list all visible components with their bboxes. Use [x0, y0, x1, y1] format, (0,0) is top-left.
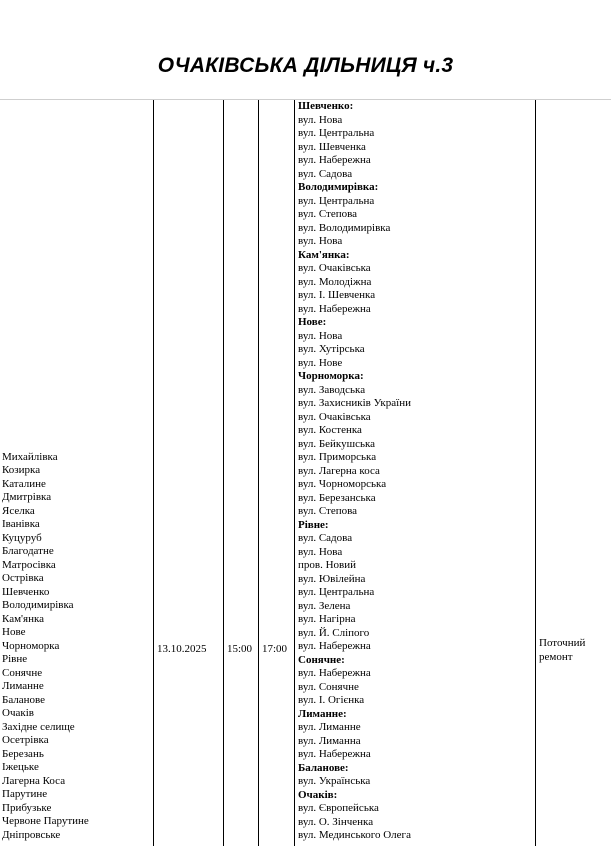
settlement-item: Іванівка — [2, 518, 40, 530]
column-divider — [153, 100, 154, 846]
settlement-item: Матросівка — [2, 558, 56, 571]
settlement-item: Рівне — [2, 653, 28, 665]
date-cell: 13.10.2025 — [157, 643, 207, 655]
street-item: вул. Лагерна коса — [298, 464, 380, 477]
street-item: вул. Нова — [298, 545, 343, 558]
street-item: вул. Європейська — [298, 802, 379, 814]
work-type-cell: Поточний ремонт — [539, 637, 586, 663]
settlement-item: Очаків — [2, 707, 34, 719]
settlement-item: Чорноморка — [2, 639, 60, 652]
street-item: вул. Хутірська — [298, 343, 365, 355]
street-item: вул. Нова — [298, 329, 343, 342]
settlement-item: Каталине — [2, 477, 46, 490]
street-item: вул. Ювілейна — [298, 572, 366, 585]
settlement-item: Михайлівка — [2, 450, 58, 463]
street-item: вул. Зелена — [298, 599, 351, 612]
street-item: вул. Мединського Олега — [298, 829, 411, 841]
time-from-cell: 15:00 — [227, 643, 253, 655]
street-item: вул. Центральна — [298, 586, 375, 598]
street-item: вул. Набережна — [298, 667, 371, 679]
settlement-item: Дніпровське — [2, 828, 61, 841]
street-item: вул. Набережна — [298, 640, 371, 652]
settlement-header: Шевченко: — [298, 100, 354, 112]
settlement-item: Козирка — [2, 464, 41, 476]
settlement-item: Баланове — [2, 693, 46, 706]
street-item: вул. Лиманне — [298, 721, 361, 733]
street-item: вул. Шевченка — [298, 140, 366, 153]
street-item: вул. Степова — [298, 208, 358, 220]
street-item: вул. Центральна — [298, 127, 375, 139]
settlement-item: Березань — [2, 747, 44, 760]
settlement-item: Дмитрівка — [2, 491, 52, 503]
street-item: вул. Володимирівка — [298, 221, 391, 234]
street-item: вул. Центральна — [298, 194, 375, 207]
street-item: вул. Нова — [298, 113, 343, 126]
street-item: вул. Нове — [298, 356, 343, 369]
settlement-header: Рівне: — [298, 518, 329, 531]
street-item: вул. Березанська — [298, 491, 376, 504]
street-item: вул. Набережна — [298, 302, 371, 315]
street-item: вул. О. Зінченка — [298, 815, 374, 828]
settlement-item: Сонячне — [2, 666, 43, 679]
settlement-item: Західне селище — [2, 720, 75, 733]
settlement-item: Благодатне — [2, 545, 54, 557]
street-item: вул. Чорноморська — [298, 478, 387, 490]
street-item: вул. Степова — [298, 505, 358, 517]
settlement-item: Куцуруб — [2, 531, 42, 544]
settlement-item: Нове — [2, 626, 26, 638]
street-item: вул. Лиманна — [298, 734, 361, 747]
street-item: вул. Захисників України — [298, 397, 411, 409]
street-item: вул. Молодіжна — [298, 275, 372, 288]
settlement-header: Нове: — [298, 316, 327, 328]
settlement-header: Очаків: — [298, 788, 338, 801]
settlement-item: Шевченко — [2, 585, 50, 598]
settlement-item: Кам'янка — [2, 612, 45, 625]
outage-table — [0, 99, 611, 846]
street-item: вул. І. Шевченка — [298, 289, 376, 301]
settlement-header: Лиманне: — [298, 707, 347, 720]
settlements-cell — [2, 451, 89, 843]
street-item: пров. Новий — [298, 559, 356, 571]
street-item: вул. Садова — [298, 167, 353, 180]
settlement-item: Лиманне — [2, 680, 44, 692]
settlement-header: Сонячне: — [298, 653, 345, 666]
street-item: вул. Заводська — [298, 383, 366, 396]
time-to-cell: 17:00 — [262, 643, 288, 655]
settlement-item: Червоне Парутине — [2, 815, 89, 827]
street-item: вул. Українська — [298, 775, 371, 787]
street-item: вул. Костенка — [298, 424, 362, 436]
settlement-item: Прибузьке — [2, 801, 52, 814]
street-item: вул. Приморська — [298, 451, 377, 463]
settlement-item: Острівка — [2, 572, 44, 584]
street-item: вул. Садова — [298, 532, 353, 544]
settlement-header: Чорноморка: — [298, 370, 364, 382]
settlement-header: Володимирівка: — [298, 181, 379, 193]
column-divider — [223, 100, 224, 846]
settlement-item: Володимирівка — [2, 599, 74, 611]
settlement-item: Лагерна Коса — [2, 774, 66, 787]
settlement-header: Баланове: — [298, 761, 349, 774]
street-item: вул. І. Огієнка — [298, 694, 365, 706]
street-item: вул. Набережна — [298, 154, 371, 166]
settlement-header: Кам'янка: — [298, 248, 350, 261]
settlement-item: Парутине — [2, 788, 48, 800]
street-item: вул. Й. Сліпого — [298, 626, 370, 639]
street-item: вул. Очаківська — [298, 262, 371, 274]
column-divider — [294, 100, 295, 846]
street-item: вул. Набережна — [298, 748, 371, 760]
streets-cell — [298, 100, 411, 843]
settlement-item: Осетрівка — [2, 734, 49, 746]
column-divider — [258, 100, 259, 846]
settlement-item: Іжецьке — [2, 761, 39, 773]
street-item: вул. Бейкушська — [298, 437, 376, 450]
settlement-item: Яселка — [2, 504, 35, 517]
street-item: вул. Сонячне — [298, 680, 359, 693]
street-item: вул. Очаківська — [298, 410, 371, 423]
street-item: вул. Нова — [298, 235, 343, 247]
street-item: вул. Нагірна — [298, 613, 356, 625]
column-divider — [535, 100, 536, 846]
page-title: ОЧАКІВСЬКА ДІЛЬНИЦЯ ч.3 — [157, 54, 454, 77]
